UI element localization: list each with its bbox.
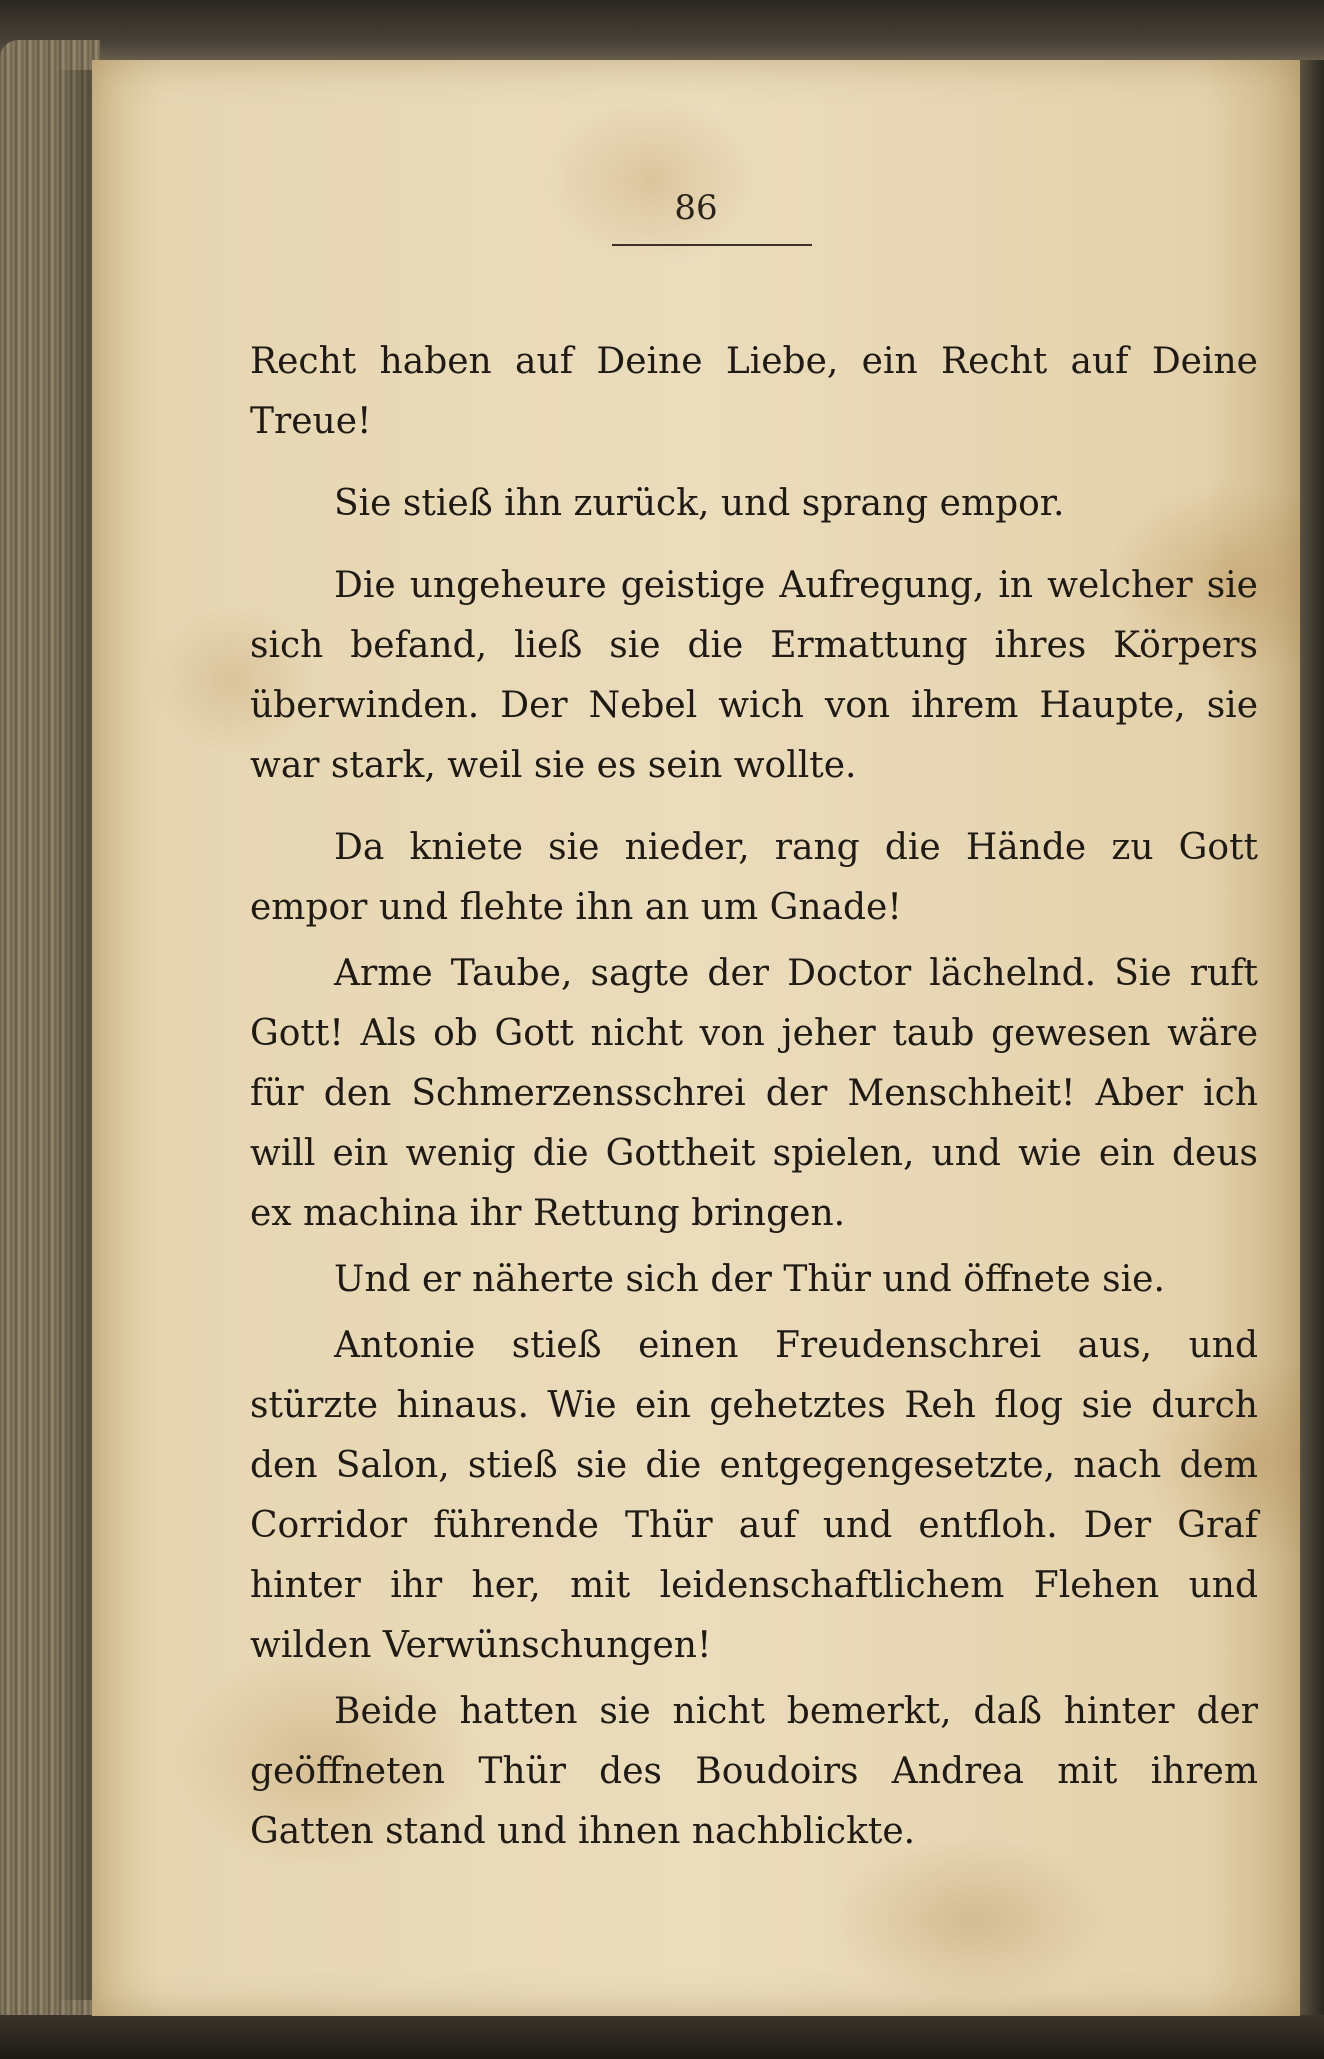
header-rule bbox=[612, 244, 812, 246]
paragraph: Antonie stieß einen Freudenschrei aus, und stürzte hinaus. Wie ein gehetztes Reh flog sie durch den Salon, stieß sie die entgegengesetzte, nach dem Corridor führende Thür auf und entfloh. Der Graf hinter ihr her, mit leidenschaftlichem Flehen und wilden Verwünschungen! bbox=[250, 1325, 1258, 1666]
paragraph: Und er näherte sich der Thür und öffnete sie. bbox=[334, 1259, 1165, 1300]
paragraph: Recht haben auf Deine Liebe, ein Recht auf Deine Treue! bbox=[250, 341, 1258, 442]
paper-page bbox=[92, 60, 1300, 2016]
paragraph: Sie stieß ihn zurück, und sprang empor. bbox=[334, 483, 1065, 524]
paragraph: Die ungeheure geistige Aufregung, in welcher sie sich befand, ließ sie die Ermattung ihres Körpers überwinden. Der Nebel wich von ihrem Haupte, sie war stark, weil sie es sein wollte. bbox=[250, 565, 1258, 786]
paragraph: Da kniete sie nieder, rang die Hände zu Gott empor und flehte ihn an um Gnade! bbox=[250, 827, 1258, 928]
paragraph: Arme Taube, sagte der Doctor lächelnd. Sie ruft Gott! Als ob Gott nicht von jeher taub gewesen wäre für den Schmerzensschrei der Menschheit! Aber ich will ein wenig die Gottheit spielen, und wie ein deus ex machina ihr Rettung bringen. bbox=[250, 953, 1258, 1234]
book-cover-right bbox=[1300, 60, 1324, 2020]
paragraph: Beide hatten sie nicht bemerkt, daß hinter der geöffneten Thür des Boudoirs Andrea mit ihrem Gatten stand und ihnen nachblickte. bbox=[250, 1691, 1258, 1852]
body-text bbox=[250, 332, 1258, 1868]
page-number: 86 bbox=[674, 188, 718, 228]
book-cover-top bbox=[0, 0, 1324, 62]
book-cover-bottom bbox=[0, 2015, 1324, 2059]
